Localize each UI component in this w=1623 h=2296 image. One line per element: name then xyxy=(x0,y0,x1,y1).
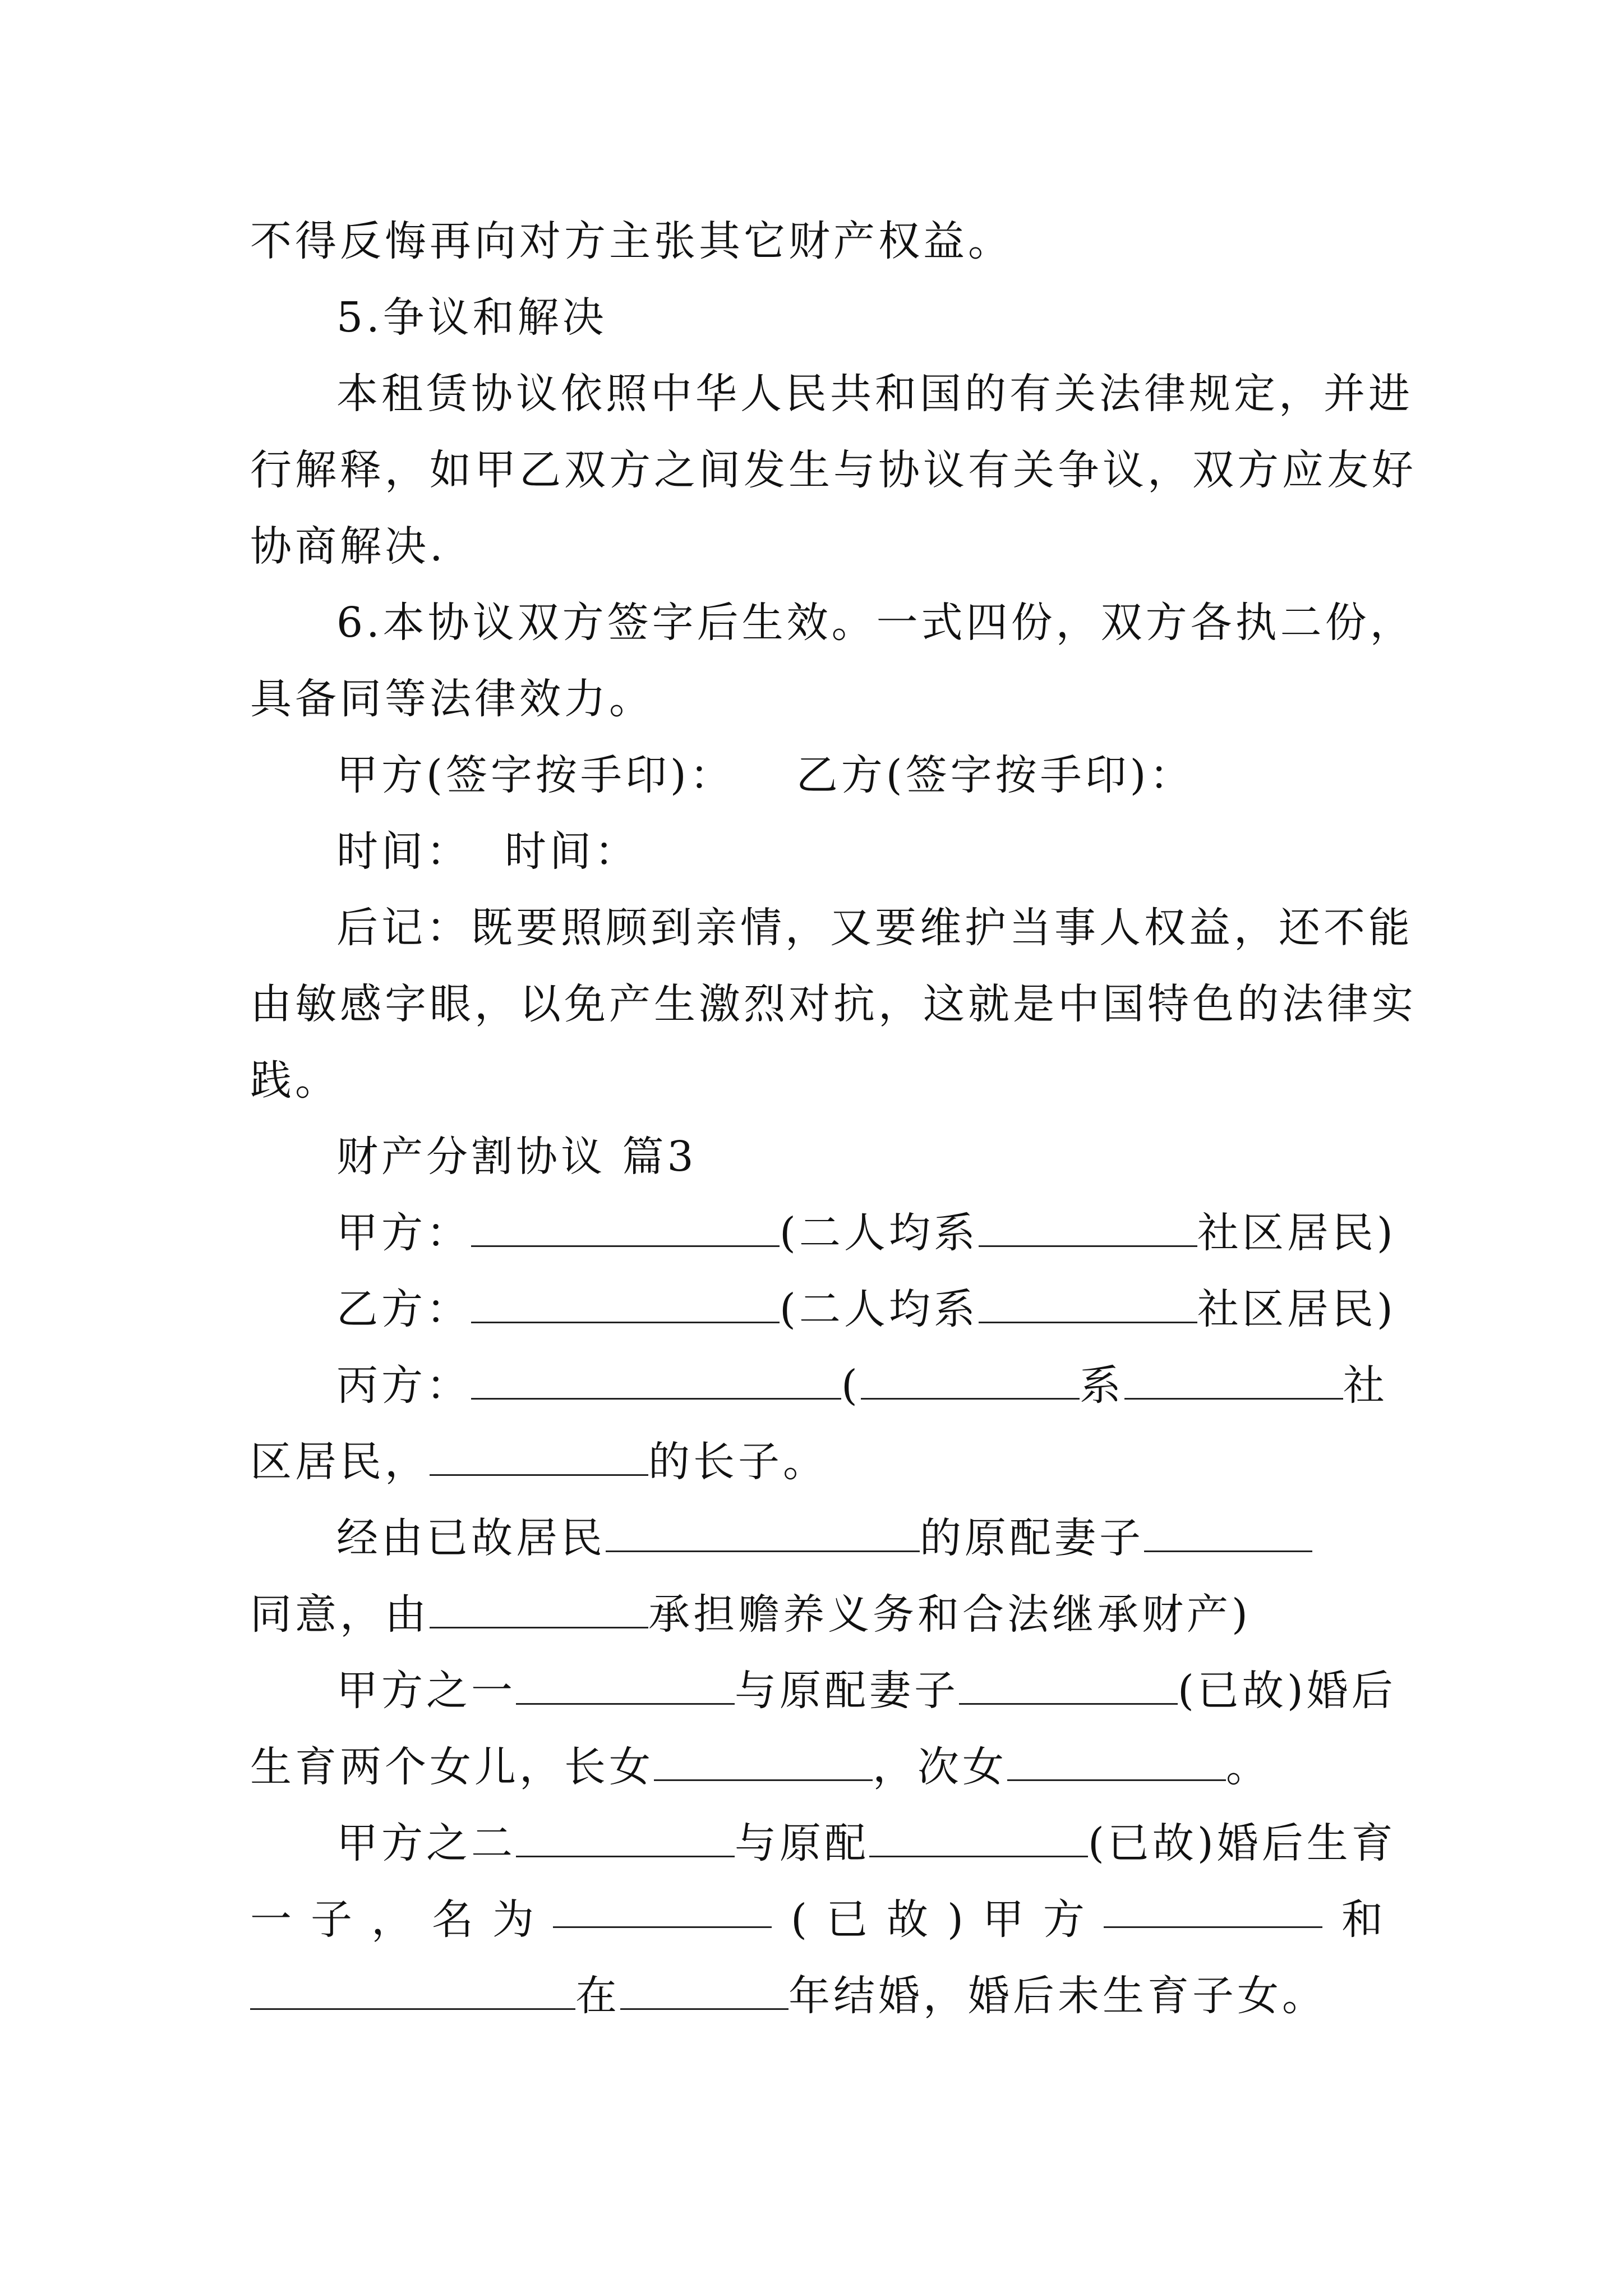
fill-blank xyxy=(861,1363,1080,1400)
fill-blank xyxy=(553,1892,772,1928)
fill-blank xyxy=(979,1287,1197,1323)
fill-blank xyxy=(1104,1892,1322,1928)
text-line: 由敏感字眼，以免产生激烈对抗，这就是中国特色的法律实 xyxy=(250,980,1417,1028)
fill-blank xyxy=(471,1287,780,1323)
fill-blank xyxy=(516,1668,735,1705)
date-label-b: 时间： xyxy=(505,827,639,876)
text-line: 践。 xyxy=(250,1056,340,1105)
section-heading-5: 5.争议和解决 xyxy=(336,293,607,342)
text-line: 行解释，如甲乙双方之间发生与协议有关争议，双方应友好 xyxy=(250,446,1417,494)
party-b-line: 乙方： (二人均系 社区居民) xyxy=(336,1285,1396,1333)
text-line: 协商解决. xyxy=(250,522,446,570)
text-line: 后记：既要照顾到亲情，又要维护当事人权益，还不能 xyxy=(336,904,1413,952)
text-line: 本租赁协议依照中华人民共和国的有关法律规定，并进 xyxy=(336,370,1413,418)
fill-blank xyxy=(654,1745,873,1781)
text-line: 生育两个女儿，长女 ，次女 。 xyxy=(250,1743,1271,1791)
text-line: 甲方之一 与原配妻子 (已故)婚后 xyxy=(336,1667,1396,1715)
justified-text-line: 一 子 ， 名 为 ( 已 故 ) 甲 方 和 xyxy=(250,1892,1383,1948)
fill-blank xyxy=(959,1668,1178,1705)
party-c-line: 丙方： ( 系 社 xyxy=(336,1361,1388,1410)
section-title: 财产分割协议 篇3 xyxy=(336,1133,697,1181)
party-b-signature-label: 乙方(签字按手印)： xyxy=(796,751,1195,799)
fill-blank xyxy=(869,1821,1088,1857)
text-line: 甲方之二 与原配 (已故)婚后生育 xyxy=(336,1819,1396,1867)
fill-blank xyxy=(1124,1363,1343,1400)
signature-line xyxy=(336,747,1383,803)
fill-blank xyxy=(471,1211,780,1247)
fill-blank xyxy=(979,1211,1197,1247)
fill-blank xyxy=(250,1973,575,2010)
party-a-line: 甲方： (二人均系 社区居民) xyxy=(336,1209,1396,1257)
fill-blank xyxy=(471,1363,841,1400)
fill-blank xyxy=(1144,1516,1312,1552)
fill-blank xyxy=(430,1592,648,1628)
text-line: 具备同等法律效力。 xyxy=(250,675,654,723)
text-line: 在 年结婚，婚后未生育子女。 xyxy=(250,1968,1383,2024)
fill-blank xyxy=(620,1973,789,2010)
date-line xyxy=(336,823,1383,880)
fill-blank xyxy=(606,1516,920,1552)
date-label-a: 时间： xyxy=(336,827,471,876)
party-a-signature-label: 甲方(签字按手印)： xyxy=(336,751,735,799)
text-line: 6.本协议双方签字后生效。一式四份，双方各执二份， xyxy=(336,599,1415,647)
text-line: 区居民， 的长子。 xyxy=(250,1438,828,1486)
text-line: 同意，由 承担赡养义务和合法继承财产) xyxy=(250,1590,1251,1639)
fill-blank xyxy=(1007,1745,1226,1781)
text-line: 经由已故居民 的原配妻子 xyxy=(336,1510,1383,1566)
text-line: 不得反悔再向对方主张其它财产权益。 xyxy=(250,217,1013,265)
fill-blank xyxy=(430,1439,648,1476)
fill-blank xyxy=(516,1821,735,1857)
